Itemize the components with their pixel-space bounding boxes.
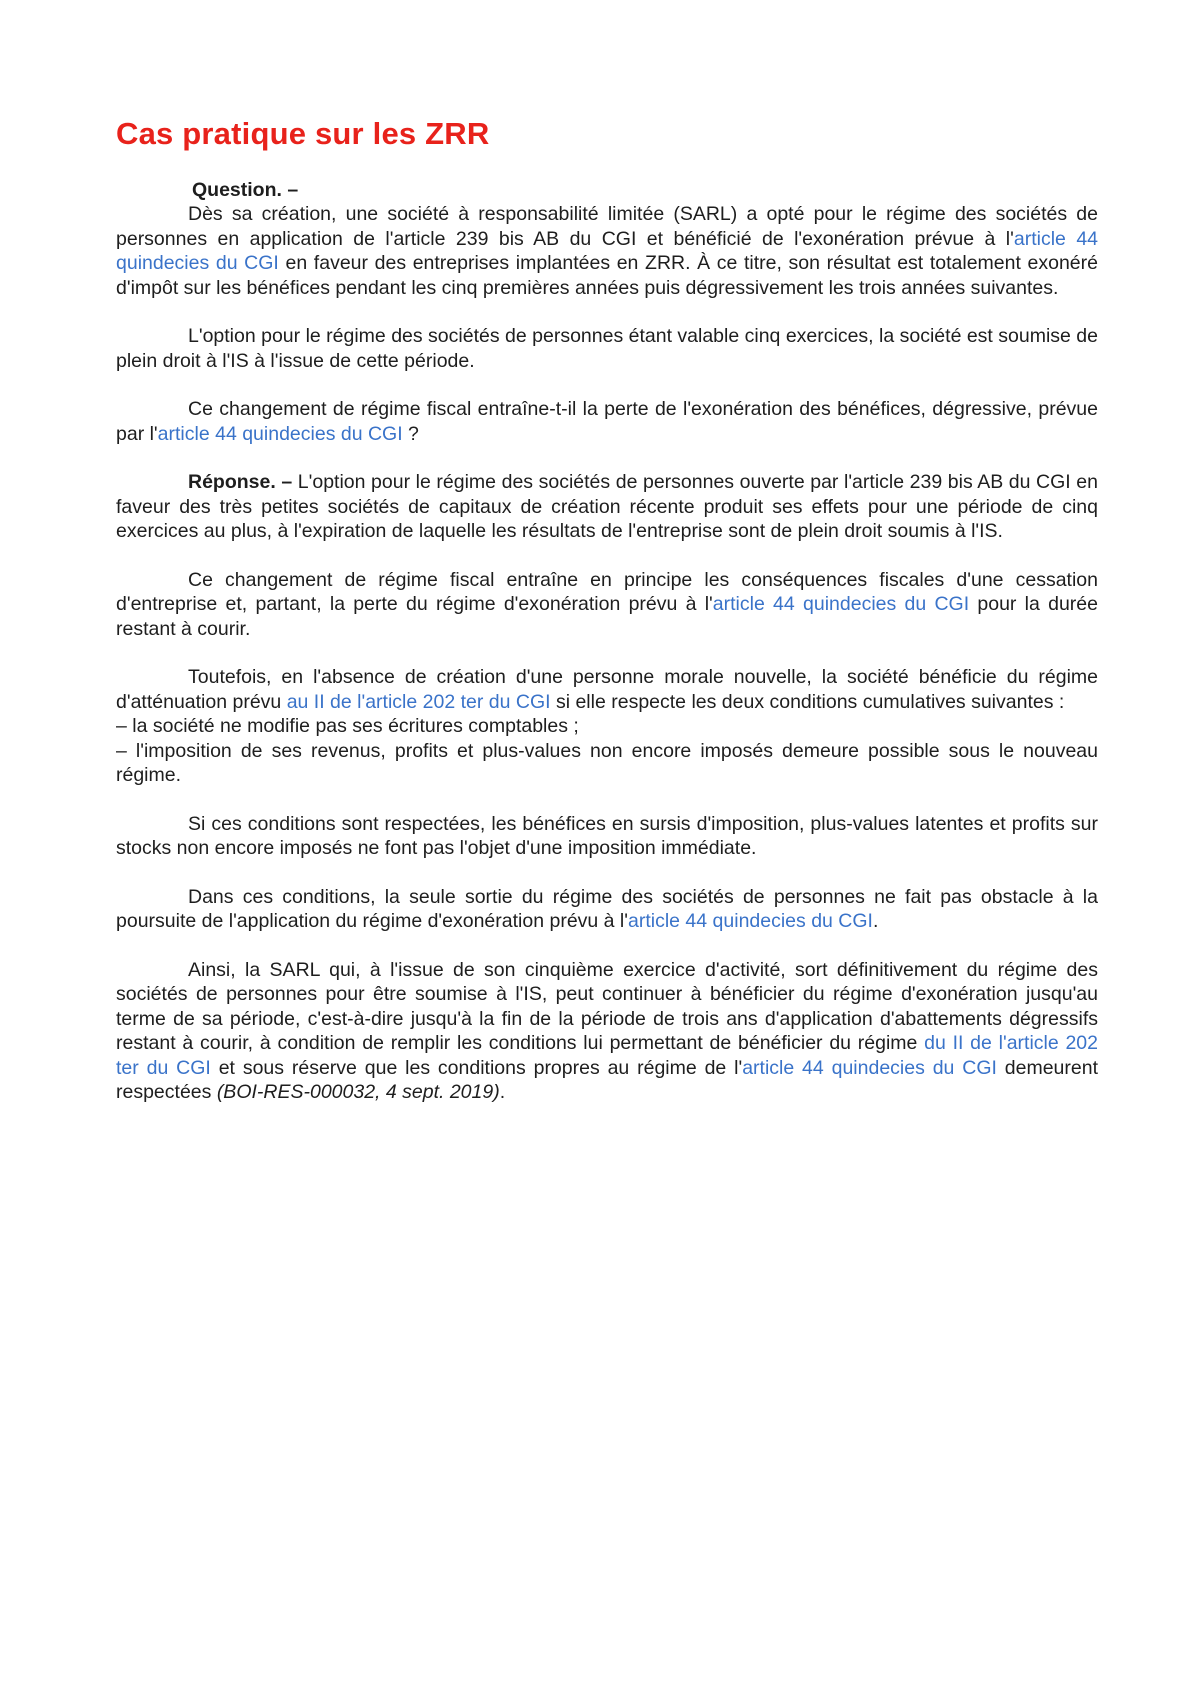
article-44-quindecies-link[interactable]: article 44 quindecies du CGI bbox=[157, 422, 403, 445]
answer-paragraph-2 bbox=[116, 568, 1098, 642]
article-44-quindecies-link[interactable]: article 44 quindecies du CGI bbox=[742, 1056, 997, 1079]
text: si elle respecte les deux conditions cumulatives suivantes : bbox=[550, 690, 1065, 713]
article-44-quindecies-link[interactable]: article 44 quindecies du CGI bbox=[116, 227, 1099, 274]
text: Ainsi, la SARL qui, à l'issue de son cinquième exercice d'activité, sort définitivement du régime des sociétés de personnes pour être soumise à l'IS, peut continuer à bénéficier du régime d'exonération jusqu'au terme de sa période, c'est-à-dire jusqu'à la fin de la période de trois ans d'application d'abattements dégressifs restant à courir, à condition de remplir les conditions lui permettant de bénéficier du régime bbox=[116, 958, 1098, 1054]
answer-paragraph-1 bbox=[116, 470, 1098, 544]
citation: (BOI-RES-000032, 4 sept. 2019) bbox=[216, 1081, 500, 1103]
text: . bbox=[872, 910, 879, 932]
condition-item-2: – l'imposition de ses revenus, profits et plus-values non encore imposés demeure possible sous le nouveau régime. bbox=[116, 739, 1098, 786]
text: pour la durée restant à courir. bbox=[116, 593, 1098, 640]
answer-paragraph-6 bbox=[116, 958, 1098, 1105]
answer-paragraph-3 bbox=[116, 665, 1098, 788]
condition-item-1: – la société ne modifie pas ses écritures comptables ; bbox=[116, 715, 579, 737]
answer-paragraph-4: Si ces conditions sont respectées, les bénéfices en sursis d'imposition, plus-values latentes et profits sur stocks non encore imposés ne font pas l'objet d'une imposition immédiate. bbox=[116, 812, 1098, 859]
text: Dès sa création, une société à responsabilité limitée (SARL) a opté pour le régime des sociétés de personnes en application de l'article 239 bis AB du CGI et bénéficié de l'exonération prévue à l' bbox=[116, 203, 1098, 250]
text: en faveur des entreprises implantées en ZRR. À ce titre, son résultat est totalement exonéré d'impôt sur les bénéfices pendant les cinq premières années puis dégressivement les trois années suivantes. bbox=[116, 252, 1098, 299]
question-paragraph-3 bbox=[116, 397, 1098, 446]
text: Toutefois, en l'absence de création d'une personne morale nouvelle, la société bénéficie du régime d'atténuation prévu bbox=[116, 666, 1098, 713]
article-44-quindecies-link[interactable]: article 44 quindecies du CGI bbox=[712, 593, 970, 615]
text: ? bbox=[402, 422, 419, 445]
text: L'option pour le régime des sociétés de personnes ouverte par l'article 239 bis AB du CGI en faveur des très petites sociétés de capitaux de création récente produit ses effets pour une période de cinq exercices au plus, à l'expiration de laquelle les résultats de l'entreprise sont de plein droit soumis à l'IS. bbox=[116, 471, 1098, 542]
article-202-ter-link[interactable]: au II de l'article 202 ter du CGI bbox=[286, 690, 551, 713]
answer-paragraph-5 bbox=[116, 885, 1098, 934]
question-paragraph-2: L'option pour le régime des sociétés de personnes étant valable cinq exercices, la société est soumise de plein droit à l'IS à l'issue de cette période. bbox=[116, 325, 1098, 372]
text: . bbox=[499, 1081, 506, 1103]
text: Dans ces conditions, la seule sortie du régime des sociétés de personnes ne fait pas obstacle à la poursuite de l'application du régime d'exonération prévu à l' bbox=[116, 885, 1098, 932]
answer-label: Réponse. – bbox=[188, 471, 293, 493]
text: demeurent respectées bbox=[116, 1056, 1099, 1103]
question-label: Question. – bbox=[192, 179, 299, 201]
question-paragraph-1 bbox=[116, 202, 1098, 300]
page-title: Cas pratique sur les ZRR bbox=[116, 116, 490, 151]
text: Ce changement de régime fiscal entraîne-t-il la perte de l'exonération des bénéfices, dégressive, prévue par l' bbox=[116, 398, 1098, 445]
text: et sous réserve que les conditions propres au régime de l' bbox=[210, 1056, 743, 1079]
article-44-quindecies-link[interactable]: article 44 quindecies du CGI bbox=[628, 910, 873, 932]
text: Ce changement de régime fiscal entraîne en principe les conséquences fiscales d'une cessation d'entreprise et, partant, la perte du régime d'exonération prévu à l' bbox=[116, 568, 1098, 615]
article-202-ter-link[interactable]: du II de l'article 202 ter du CGI bbox=[116, 1032, 1099, 1079]
